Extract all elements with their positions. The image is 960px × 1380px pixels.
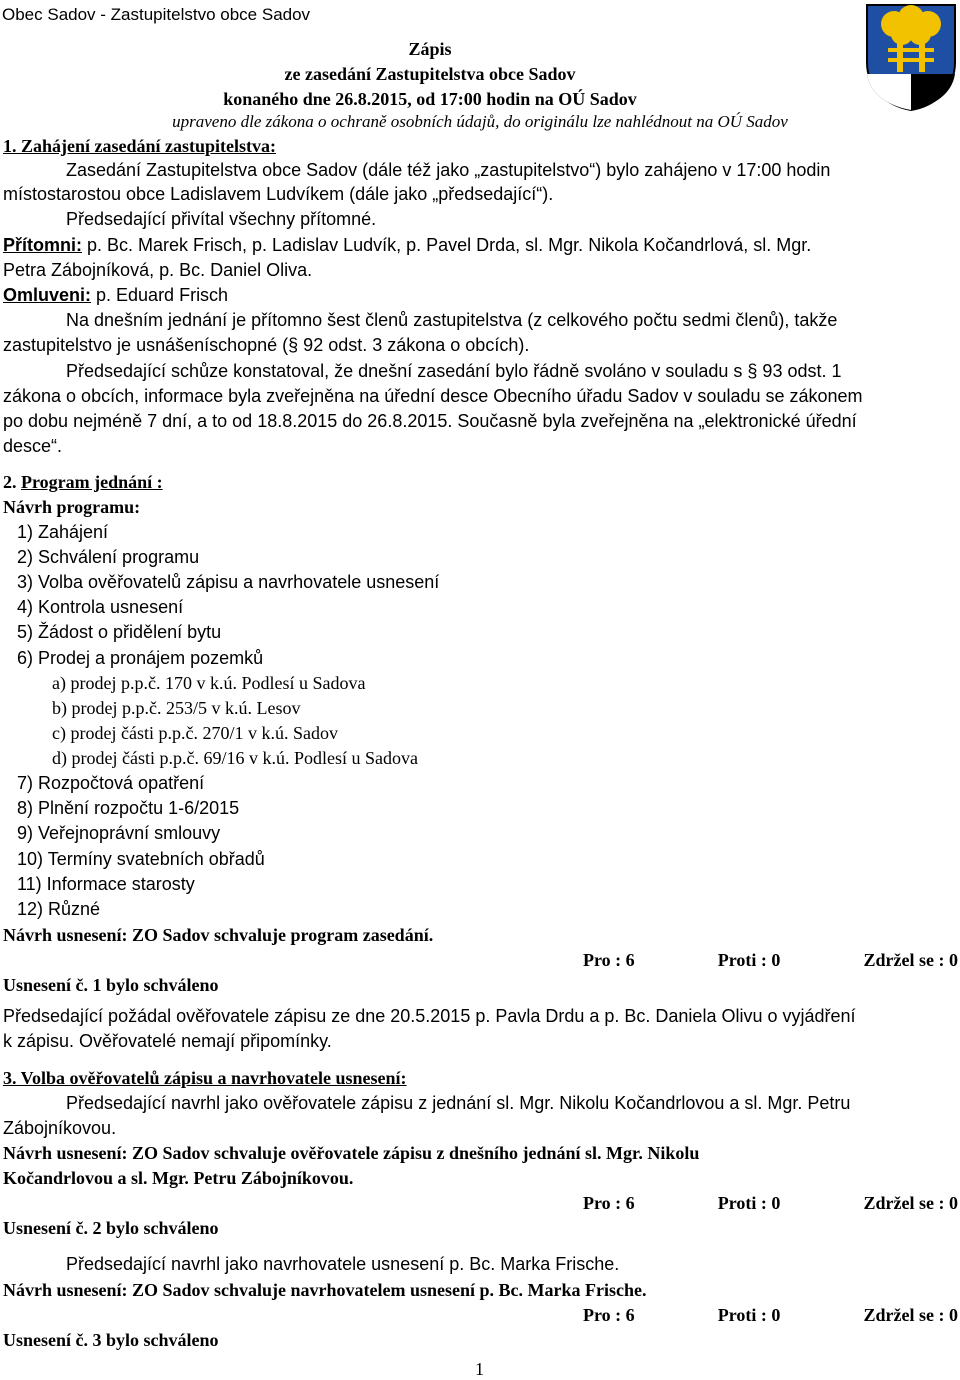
resolution-proposal-1: Návrh usnesení: ZO Sadov schvaluje program zasedání. [3,925,434,945]
excused-line [3,284,228,306]
votes-against: Proti : 0 [717,1305,781,1325]
present-label: Přítomni: [3,235,82,255]
program-subitem: a) prodej p.p.č. 170 v k.ú. Podlesí u Sadova [52,673,366,693]
program-item: 6) Prodej a pronájem pozemků [17,648,264,668]
section-2-title: Program jednání : [21,472,163,492]
votes-for: Pro : 6 [583,950,635,970]
votes-abstain: Zdržel se : 0 [863,1305,958,1325]
program-item: 1) Zahájení [17,522,109,542]
section-3-heading: 3. Volba ověřovatelů zápisu a navrhovatele usnesení: [3,1068,407,1088]
program-item: 10) Termíny svatebních obřadů [17,849,265,869]
convocation-line-2: zákona o obcích, informace byla zveřejněna na úřední desce Obecního úřadu Sadov v souladu se zákonem [3,386,863,406]
excused-members: p. Eduard Frisch [91,285,229,305]
votes-against: Proti : 0 [717,950,781,970]
s3-line-2: Zábojníkovou. [3,1118,117,1138]
program-item: 7) Rozpočtová opatření [17,773,205,793]
program-item: 12) Různé [17,899,101,919]
resolution-proposal-2a: Návrh usnesení: ZO Sadov schvaluje ověřovatele zápisu z dnešního jednání sl. Mgr. Nikolu [3,1143,700,1163]
resolution-result-1: Usnesení č. 1 bylo schváleno [3,975,219,995]
program-item: 9) Veřejnoprávní smlouvy [17,823,221,843]
quorum-line-2: zastupitelstvo je usnášeníschopné (§ 92 odst. 3 zákona o obcích). [3,335,530,355]
excused-label: Omluveni: [3,285,92,305]
section-1-heading: 1. Zahájení zasedání zastupitelstva: [3,136,277,156]
convocation-line-3: po dobu nejméně 7 dní, a to od 18.8.2015 do 26.8.2015. Současně byla zveřejněna na „elektronické úřední [3,411,857,431]
vote-result-2 [583,1192,958,1214]
convocation-line-4: desce“. [3,436,63,456]
program-item: 3) Volba ověřovatelů zápisu a navrhovatele usnesení [17,572,440,592]
page-number: 1 [475,1359,484,1379]
quorum-line-1: Na dnešním jednání je přítomno šest členů zastupitelstva (z celkového počtu sedmi členů), takže [66,310,838,330]
coat-of-arms-icon [864,2,958,112]
program-proposal-label: Návrh programu: [3,497,141,517]
program-item: 5) Žádost o přidělení bytu [17,622,222,642]
vote-result-3 [583,1304,958,1326]
convocation-line-1: Předsedající schůze konstatoval, že dnešní zasedání bylo řádně svoláno v souladu s § 93 odst. 1 [66,361,842,381]
program-subitem: b) prodej p.p.č. 253/5 v k.ú. Lesov [52,698,301,718]
resolution-result-2: Usnesení č. 2 bylo schváleno [3,1218,219,1238]
program-item: 11) Informace starosty [17,874,195,894]
present-line-2: Petra Zábojníková, p. Bc. Daniel Oliva. [3,260,313,280]
s3-line-1: Předsedající navrhl jako ověřovatele zápisu z jednání sl. Mgr. Nikolu Kočandrlovou a sl. Mgr. Petru [66,1093,851,1113]
verifiers-line-1: Předsedající požádal ověřovatele zápisu ze dne 20.5.2015 p. Pavla Drdu a p. Bc. Daniela Olivu o vyjádření [3,1006,856,1026]
verifiers-line-2: k zápisu. Ověřovatelé nemají připomínky. [3,1031,332,1051]
meeting-date: konaného dne 26.8.2015, od 17:00 hodin na OÚ Sadov [223,89,637,109]
resolution-proposal-2b: Kočandrlovou a sl. Mgr. Petru Zábojníkovou. [3,1168,354,1188]
votes-for: Pro : 6 [583,1193,635,1213]
present-line-1 [3,234,811,256]
resolution-proposal-3: Návrh usnesení: ZO Sadov schvaluje navrhovatelem usnesení p. Bc. Marka Frische. [3,1280,647,1300]
running-title: Obec Sadov - Zastupitelstvo obce Sadov [2,5,311,24]
program-subitem: d) prodej části p.p.č. 69/16 v k.ú. Podlesí u Sadova [52,748,418,768]
s1-line-3: Předsedající přivítal všechny přítomné. [66,209,377,229]
document-title: Zápis [408,39,452,59]
section-2-number: 2. [3,472,21,492]
vote-result-1 [583,949,958,971]
votes-abstain: Zdržel se : 0 [863,950,958,970]
program-item: 4) Kontrola usnesení [17,597,184,617]
votes-for: Pro : 6 [583,1305,635,1325]
votes-abstain: Zdržel se : 0 [863,1193,958,1213]
s1-line-1: Zasedání Zastupitelstva obce Sadov (dále též jako „zastupitelstvo“) bylo zahájeno v 17:00 hodin [66,160,831,180]
anonymization-note: upraveno dle zákona o ochraně osobních údajů, do originálu lze nahlédnout na OÚ Sadov [172,112,788,131]
resolution-result-3: Usnesení č. 3 bylo schváleno [3,1330,219,1350]
present-members-1: p. Bc. Marek Frisch, p. Ladislav Ludvík, p. Pavel Drda, sl. Mgr. Nikola Kočandrlová, sl. Mgr. [82,235,812,255]
program-subitem: c) prodej části p.p.č. 270/1 v k.ú. Sadov [52,723,338,743]
section-2-heading [3,471,163,493]
program-item: 2) Schválení programu [17,547,200,567]
program-item: 8) Plnění rozpočtu 1-6/2015 [17,798,240,818]
document-subtitle: ze zasedání Zastupitelstva obce Sadov [284,64,576,84]
s3-line-3: Předsedající navrhl jako navrhovatele usnesení p. Bc. Marka Frische. [66,1254,620,1274]
votes-against: Proti : 0 [717,1193,781,1213]
s1-line-2: místostarostou obce Ladislavem Ludvíkem (dále jako „předsedající“). [3,184,554,204]
